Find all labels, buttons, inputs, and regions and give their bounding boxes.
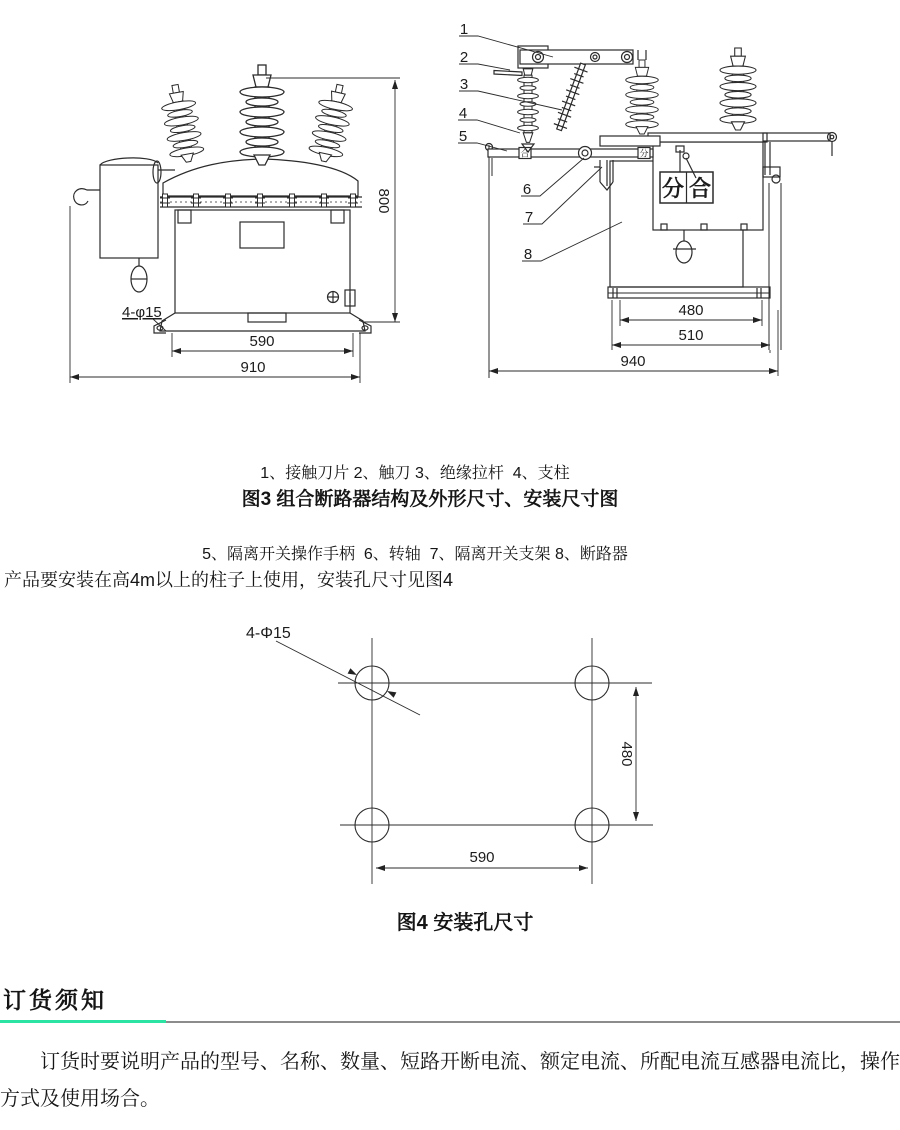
figure4-drawing — [0, 608, 900, 904]
side-dim-510-label: 510 — [678, 327, 704, 344]
figure3-caption: 图3 组合断路器结构及外形尺寸、安装尺寸图 — [241, 489, 619, 510]
ordering-heading: 订货须知 — [3, 987, 107, 1013]
figure4-holes-label: 4-Φ15 — [246, 625, 291, 642]
front-tank — [175, 210, 350, 313]
front-dim-800-label: 800 — [375, 188, 392, 214]
figure4-dim-480-label: 480 — [618, 741, 635, 767]
figure3-legend-line2: 5、隔离开关操作手柄 6、转轴 7、隔离开关支架 8、断路器 — [202, 546, 628, 563]
figure4-dim-590-label: 590 — [469, 849, 495, 866]
plate-open-label: 分 — [661, 176, 685, 201]
operating-rod — [488, 149, 653, 157]
front-dim-590-label: 590 — [249, 333, 275, 350]
side-view — [458, 36, 837, 378]
front-mechanism-box — [100, 165, 158, 258]
front-nameplate — [240, 222, 284, 248]
callout-1: 1 — [459, 21, 469, 38]
front-bushing-left — [158, 82, 205, 165]
rod-close-label: 合 — [520, 148, 530, 159]
callout-7: 7 — [524, 209, 534, 226]
heading-rule — [166, 1021, 900, 1023]
heading-rule-accent — [0, 1020, 166, 1023]
rod-open-label: 分 — [639, 148, 649, 159]
figure3-drawing — [0, 0, 900, 402]
mounting-hole-pattern — [276, 638, 653, 884]
side-dim-940-label: 940 — [620, 353, 646, 370]
figure4-caption: 图4 安装孔尺寸 — [396, 912, 534, 934]
side-bushing-middle — [626, 60, 659, 134]
side-dim-480-label: 480 — [678, 302, 704, 319]
callout-2: 2 — [459, 49, 469, 66]
install-note: 产品要安装在高4m以上的柱子上使用，安装孔尺寸见图4 — [4, 570, 454, 590]
front-bushing-middle — [240, 65, 284, 165]
plate-close-label: 合 — [688, 176, 712, 201]
callout-4: 4 — [458, 105, 468, 122]
front-holes-label: 4-φ15 — [122, 304, 162, 321]
ordering-body: 订货时要说明产品的型号、名称、数量、短路开断电流、额定电流、所配电流互感器电流比，操作方式及使用场合。 — [0, 1051, 900, 1110]
callout-8: 8 — [523, 246, 533, 263]
front-view — [70, 65, 400, 383]
side-pull-ring — [676, 241, 692, 263]
front-dim-910-label: 910 — [240, 359, 266, 376]
insulating-pull-rod — [552, 62, 589, 133]
front-bushing-right — [307, 81, 357, 164]
figure3-legend-line1: 1、接触刀片 2、触刀 3、绝缘拉杆 4、支柱 — [260, 465, 570, 482]
callout-6: 6 — [522, 181, 532, 198]
rotating-shaft — [579, 147, 592, 160]
side-bushing-right — [720, 48, 756, 130]
callout-3: 3 — [459, 76, 469, 93]
callout-5: 5 — [458, 128, 468, 145]
front-dim-910 — [70, 206, 360, 383]
front-hook — [74, 189, 100, 205]
